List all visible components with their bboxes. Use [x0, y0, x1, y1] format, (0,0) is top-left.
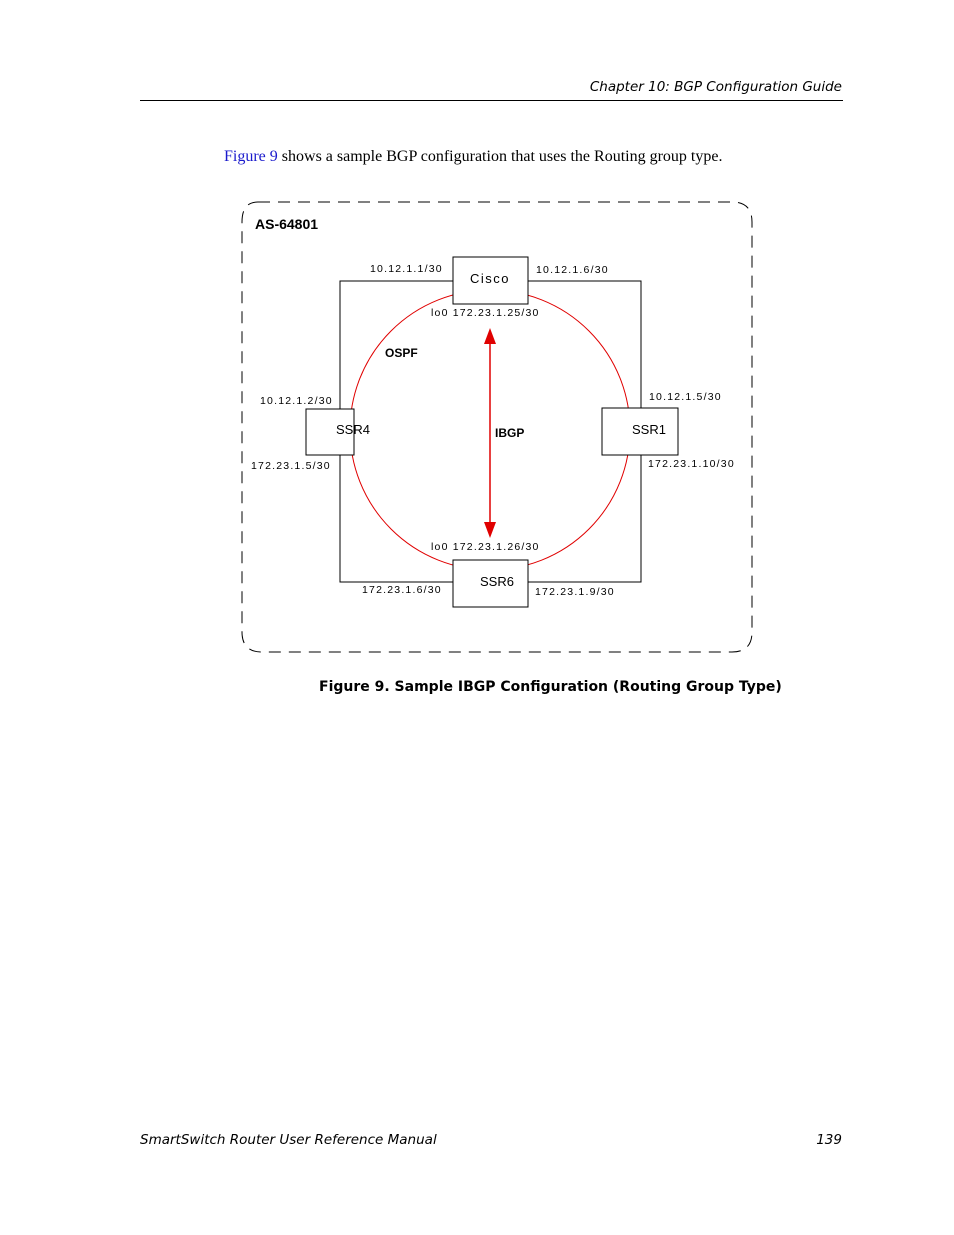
figure-link[interactable]: Figure 9 — [224, 148, 278, 165]
node-label-ssr1: SSR1 — [632, 422, 666, 437]
addr-cisco-left: 10.12.1.1/30 — [370, 263, 443, 275]
page-number: 139 — [816, 1132, 842, 1148]
node-label-ssr4: SSR4 — [336, 422, 370, 437]
addr-ssr4-top: 10.12.1.2/30 — [260, 395, 333, 407]
ibgp-arrowhead-up — [484, 328, 496, 344]
ibgp-arrowhead-down — [484, 522, 496, 538]
ibgp-label: IBGP — [495, 426, 525, 440]
addr-ssr1-top: 10.12.1.5/30 — [649, 391, 722, 403]
running-header: Chapter 10: BGP Configuration Guide — [589, 79, 842, 95]
node-label-ssr6: SSR6 — [480, 574, 514, 589]
intro-text: shows a sample BGP configuration that uses the Routing group type. — [277, 148, 723, 165]
node-label-cisco: Cisco — [469, 271, 511, 286]
ospf-label: OSPF — [385, 346, 418, 360]
link-ssr1-ssr6 — [528, 455, 641, 582]
addr-ssr4-bottom: 172.23.1.5/30 — [251, 460, 331, 472]
addr-ssr1-bottom: 172.23.1.10/30 — [648, 458, 735, 470]
figure-caption: Figure 9. Sample IBGP Configuration (Routing Group Type) — [319, 679, 782, 695]
addr-cisco-right: 10.12.1.6/30 — [536, 264, 609, 276]
footer-manual-title: SmartSwitch Router User Reference Manual — [140, 1132, 437, 1148]
addr-cisco-lo: lo0 172.23.1.25/30 — [431, 307, 540, 319]
addr-ssr6-left: 172.23.1.6/30 — [362, 584, 442, 596]
addr-ssr6-lo: lo0 172.23.1.26/30 — [431, 541, 540, 553]
as-label: AS-64801 — [255, 216, 319, 232]
addr-ssr6-right: 172.23.1.9/30 — [535, 586, 615, 598]
